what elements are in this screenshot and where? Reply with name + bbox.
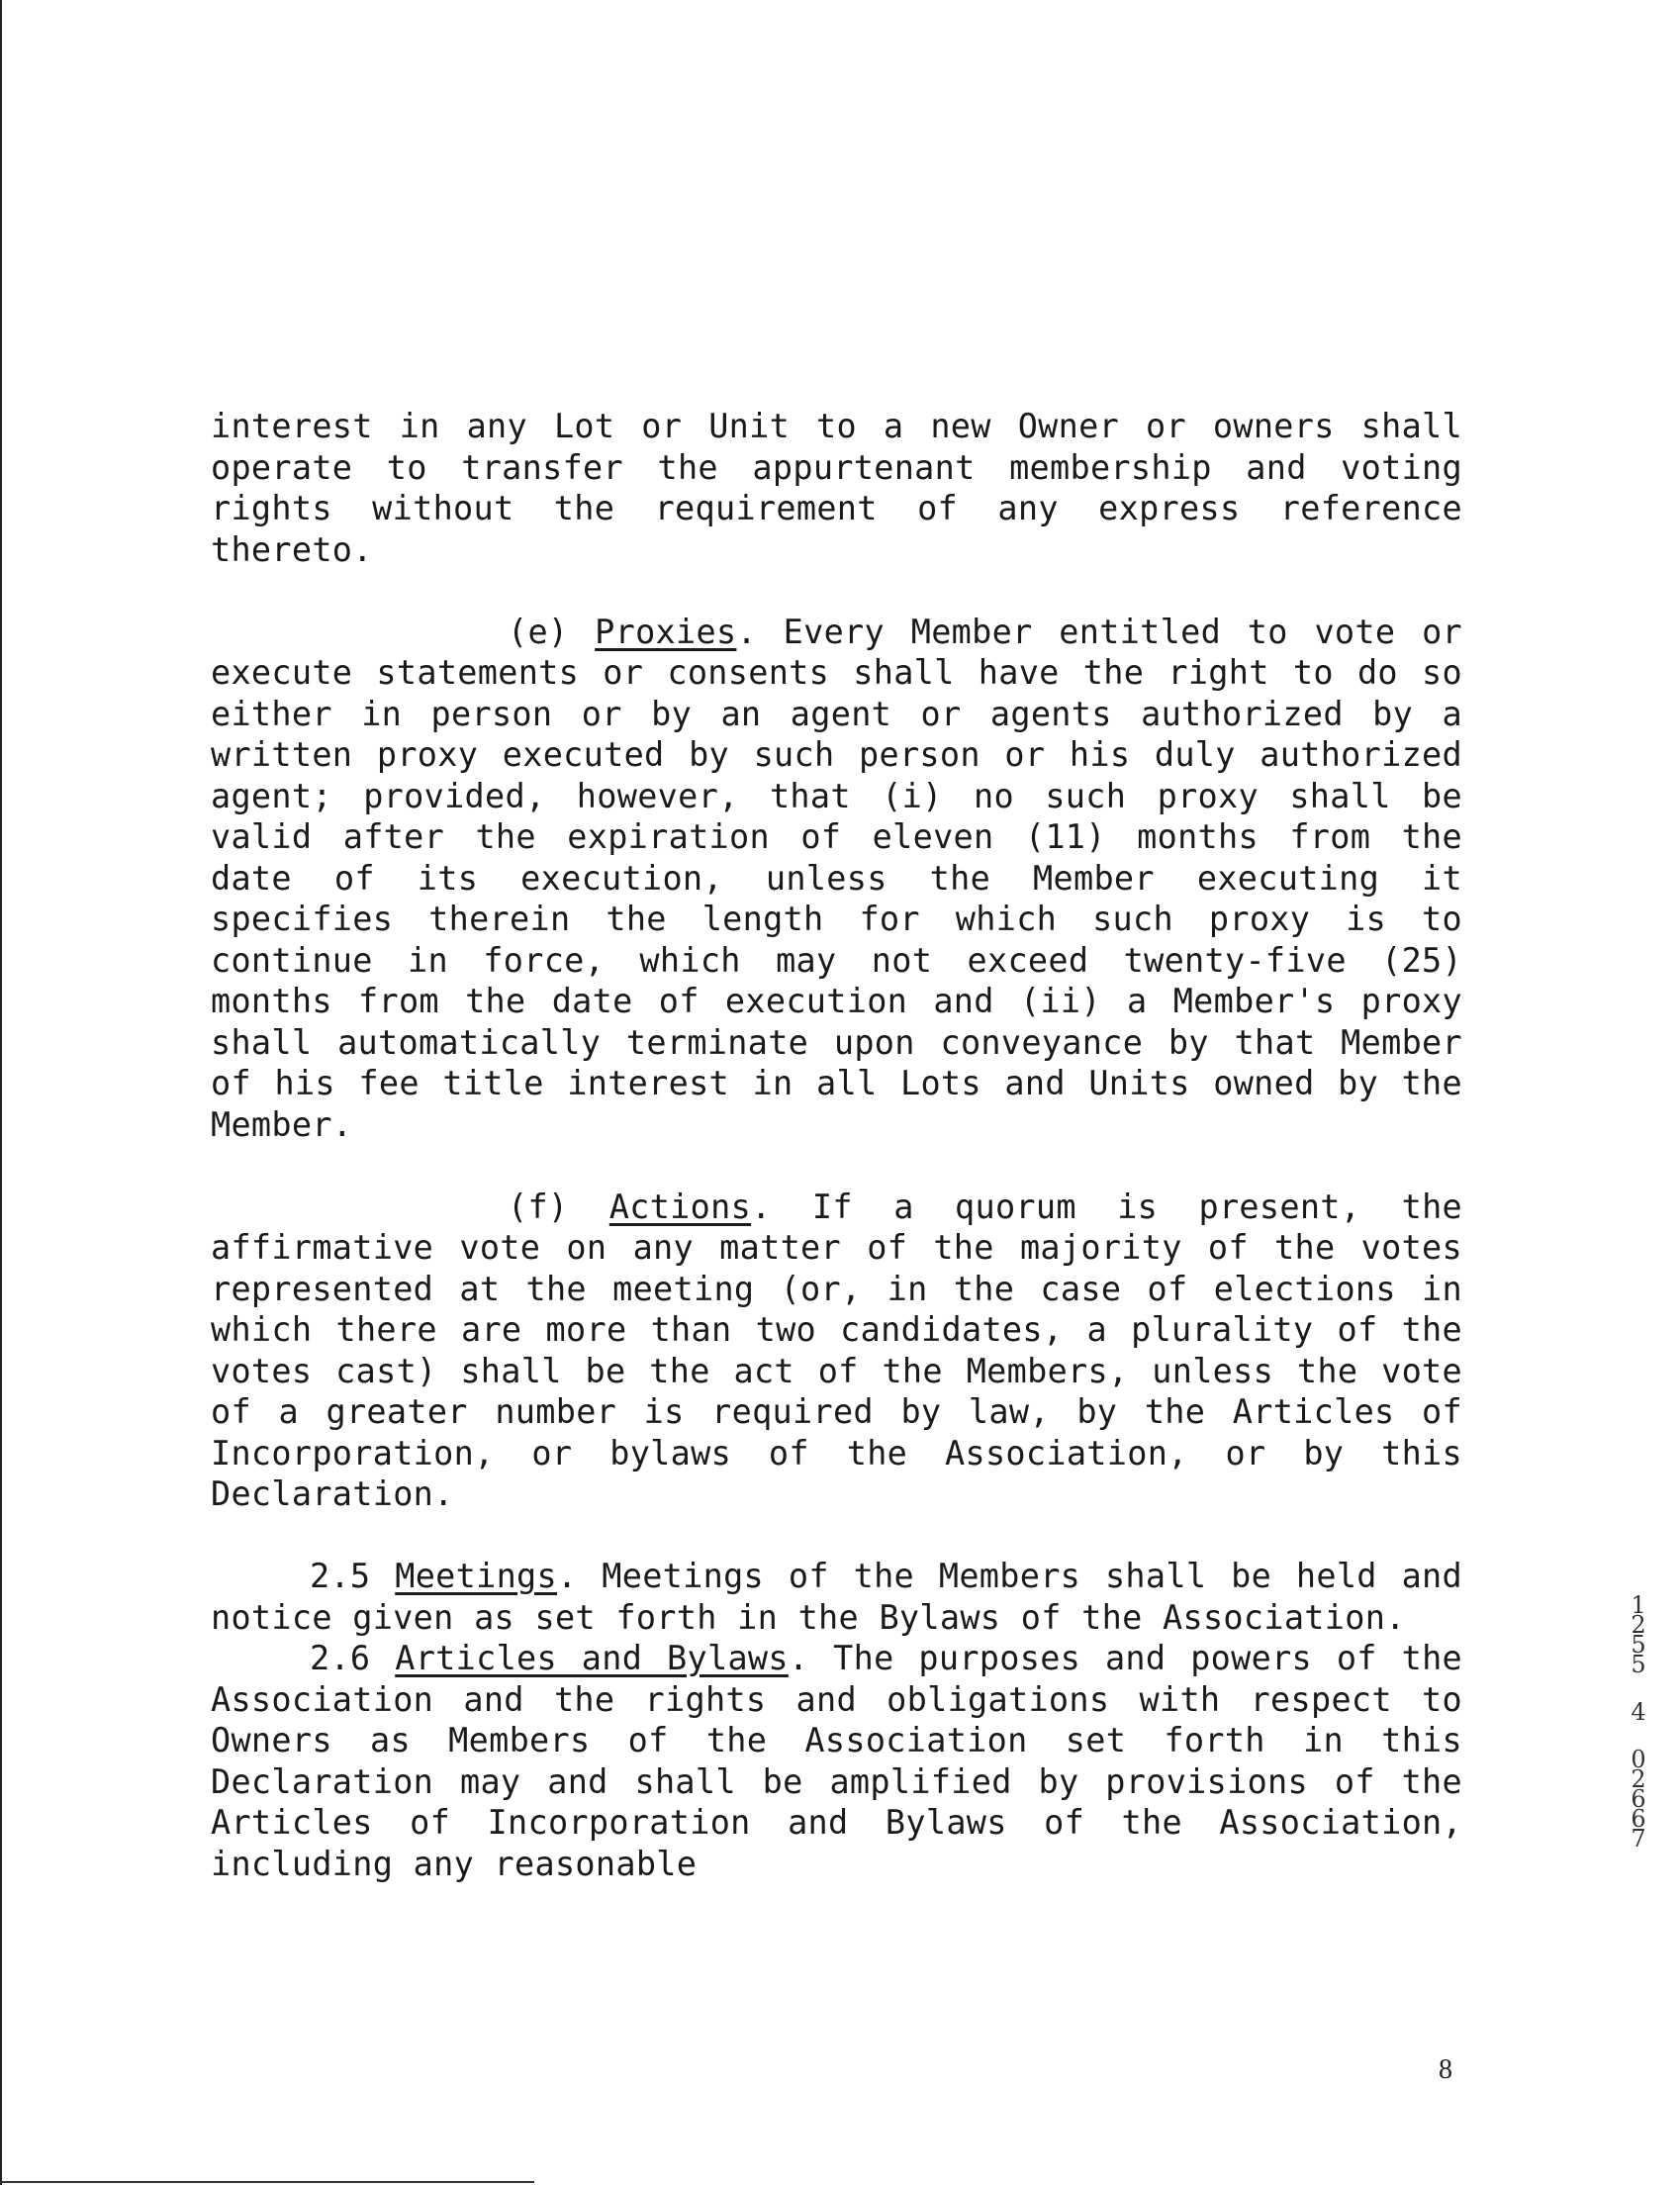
paragraph-meetings: [211, 1556, 1462, 1638]
section-heading-meetings: Meetings: [395, 1557, 557, 1595]
recording-number-part: 02667: [1631, 1746, 1646, 1852]
paragraph-text: . Meetings of the Members shall be held and notice given as set forth in the Bylaws of the Association.: [211, 1557, 1462, 1637]
section-heading-articles-bylaws: Articles and Bylaws: [395, 1639, 789, 1677]
paragraph-actions: [211, 1187, 1462, 1515]
page-number: 8: [1439, 2054, 1452, 2085]
paragraph-continuation: [211, 406, 1462, 570]
document-body: [211, 406, 1462, 1884]
section-heading-proxies: Proxies: [595, 612, 737, 651]
paragraph-text: interest in any Lot or Unit to a new Owner or owners shall operate to transfer the appurtenant membership and voting rights without the requirement of any express reference thereto.: [211, 407, 1462, 569]
recording-number-part: 4: [1631, 1698, 1646, 1726]
page-left-edge: [0, 0, 2, 2185]
section-heading-actions: Actions: [608, 1187, 752, 1226]
paragraph-label: 2.5: [310, 1557, 371, 1595]
recording-number: [1629, 1591, 1648, 1876]
paragraph-label: (e): [508, 612, 569, 651]
paragraph-proxies: [211, 612, 1462, 1146]
recording-number-part: 1255: [1631, 1591, 1646, 1678]
page-bottom-edge: [0, 2181, 534, 2183]
paragraph-text: . If a quorum is present, the affirmative vote on any matter of the majority of the votes represented at the meeting (or, in the case of elections in which there are more than two candidates, a plurality of the votes cast) shall be the act of the Members, unless the vote of a greater number is required by law, by the Articles of Incorporation, or bylaws of the Association, or by this Declaration.: [211, 1187, 1463, 1513]
paragraph-label: (f): [508, 1187, 569, 1226]
paragraph-text: . Every Member entitled to vote or execute statements or consents shall have the right to do so either in person or by an agent or agents authorized by a written proxy executed by such person or his duly authorized agent; provided, however, that (i) no such proxy shall be valid after the expiration of eleven (11) months from the date of its execution, unless the Member executing it specifies therein the length for which such proxy is to continue in force, which may not exceed twenty-five (25) months from the date of execution and (ii) a Member's proxy shall automatically terminate upon conveyance by that Member of his fee title interest in all Lots and Units owned by the Member.: [211, 612, 1463, 1144]
paragraph-label: 2.6: [310, 1639, 371, 1677]
paragraph-text: . The purposes and powers of the Association and the rights and obligations with respect to Owners as Members of the Association set forth in this Declaration may and shall be amplified by provisions of the Articles of Incorporation and Bylaws of the Association, including any reasonable: [211, 1639, 1463, 1883]
paragraph-articles-bylaws: [211, 1638, 1462, 1884]
